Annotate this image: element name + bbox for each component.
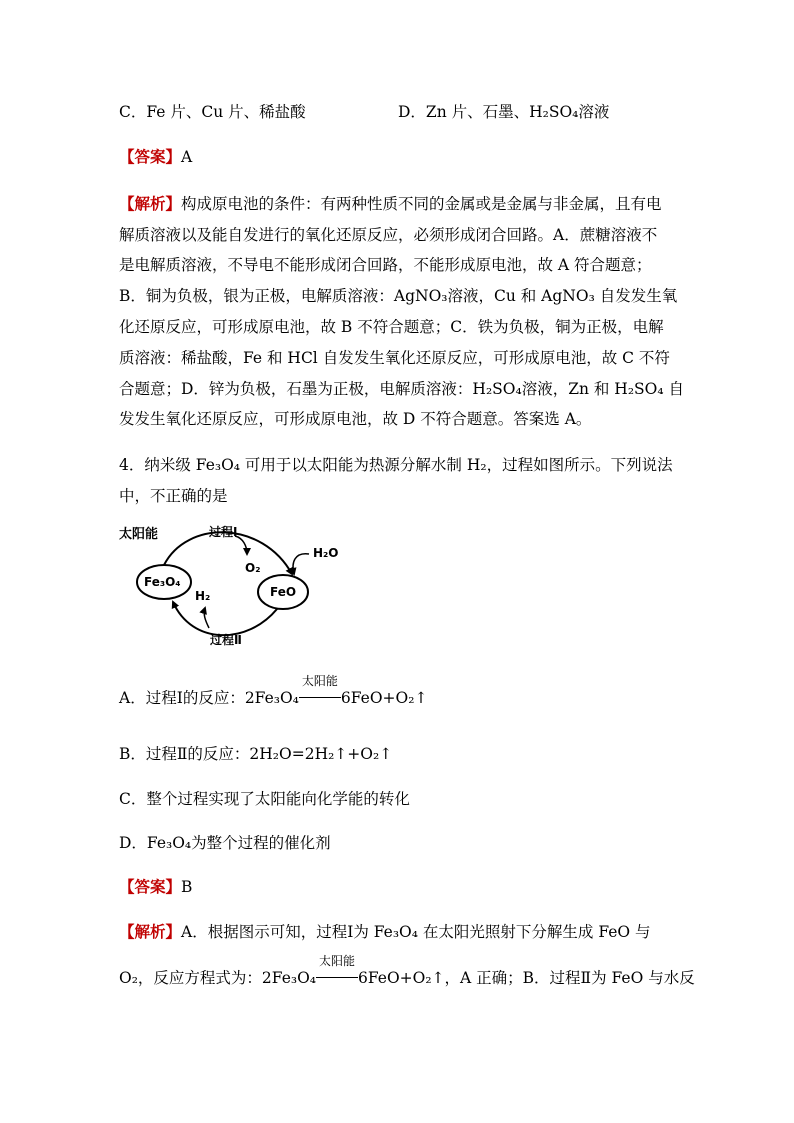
q3-analysis-line-2: 解质溶液以及能自发进行的氧化还原反应，必须形成闭合回路。A．蔗糖溶液不 xyxy=(119,226,658,244)
q3-option-d: D．Zn 片、石墨、H₂SO₄溶液 xyxy=(398,103,610,121)
q3-analysis-line-1: 【解析】构成原电池的条件：有两种性质不同的金属或是金属与非金属，且有电 xyxy=(119,194,662,213)
q3-analysis-line-7: 合题意；D．锌为负极，石墨为正极，电解质溶液：H₂SO₄溶液，Zn 和 H₂SO₄ 自 xyxy=(119,380,685,398)
q3-analysis-line-8: 发发生氧化还原反应，可形成原电池，故 D 不符合题意。答案选 A。 xyxy=(119,410,592,428)
reaction-condition: 太阳能 xyxy=(299,688,341,708)
q3-option-c: C．Fe 片、Cu 片、稀盐酸 xyxy=(119,103,306,121)
q3-analysis-line-3: 是电解质溶液，不导电不能形成闭合回路，不能形成原电池，故 A 符合题意； xyxy=(119,256,652,274)
fe3o4-label: Fe₃O₄ xyxy=(144,575,181,589)
analysis-label: 【解析】 xyxy=(119,194,182,213)
answer-value: A xyxy=(181,148,193,166)
answer-label: 【答案】 xyxy=(119,877,182,896)
q4-option-a: A．过程Ⅰ的反应：2Fe₃O₄ 太阳能 6FeO+O₂↑ xyxy=(119,674,428,707)
process-2-label: 过程Ⅱ xyxy=(210,633,242,647)
solar-label: 太阳能 xyxy=(119,527,159,542)
q4-option-d: D．Fe₃O₄为整个过程的催化剂 xyxy=(119,834,331,852)
q4-answer xyxy=(119,877,192,897)
h2o-label: H₂O xyxy=(313,546,339,560)
feo-label: FeO xyxy=(270,585,297,599)
process-2-arrow xyxy=(173,602,277,635)
process-1-label: 过程Ⅰ xyxy=(209,525,238,539)
q4-stem-line-2: 中，不正确的是 xyxy=(119,487,228,505)
q3-answer xyxy=(119,147,192,167)
fe3o4-cycle-diagram xyxy=(117,520,347,650)
q3-analysis-line-4: B．铜为负极，银为正极，电解质溶液：AgNO₃溶液，Cu 和 AgNO₃ 自发发生氧 xyxy=(119,287,678,305)
q3-analysis-line-5: 化还原反应，可形成原电池，故 B 不符合题意；C．铁为负极，铜为正极，电解 xyxy=(119,318,664,336)
h2-label: H₂ xyxy=(195,589,211,603)
o2-label: O₂ xyxy=(245,561,261,575)
q4-option-b: B．过程Ⅱ的反应：2H₂O=2H₂↑+O₂↑ xyxy=(119,745,393,763)
answer-value: B xyxy=(181,878,193,896)
analysis-label: 【解析】 xyxy=(119,922,182,941)
q4-analysis-line-1: 【解析】A．根据图示可知，过程Ⅰ为 Fe₃O₄ 在太阳光照射下分解生成 FeO 与 xyxy=(119,922,651,941)
h2o-input-arrow xyxy=(293,554,309,574)
q4-option-c: C．整个过程实现了太阳能向化学能的转化 xyxy=(119,790,410,808)
answer-label: 【答案】 xyxy=(119,147,182,166)
q4-analysis-line-2: O₂，反应方程式为：2Fe₃O₄ 太阳能 6FeO+O₂↑，A 正确；B．过程Ⅱ为 FeO 与水反 xyxy=(119,954,695,987)
q3-analysis-line-6: 质溶液：稀盐酸，Fe 和 HCl 自发发生氧化还原反应，可形成原电池，故 C 不符 xyxy=(119,349,670,367)
q4-stem-line-1: 4．纳米级 Fe₃O₄ 可用于以太阳能为热源分解水制 H₂，过程如图所示。下列说法 xyxy=(119,456,673,474)
h2-release-arrow xyxy=(204,608,209,628)
reaction-condition: 太阳能 xyxy=(316,968,358,988)
